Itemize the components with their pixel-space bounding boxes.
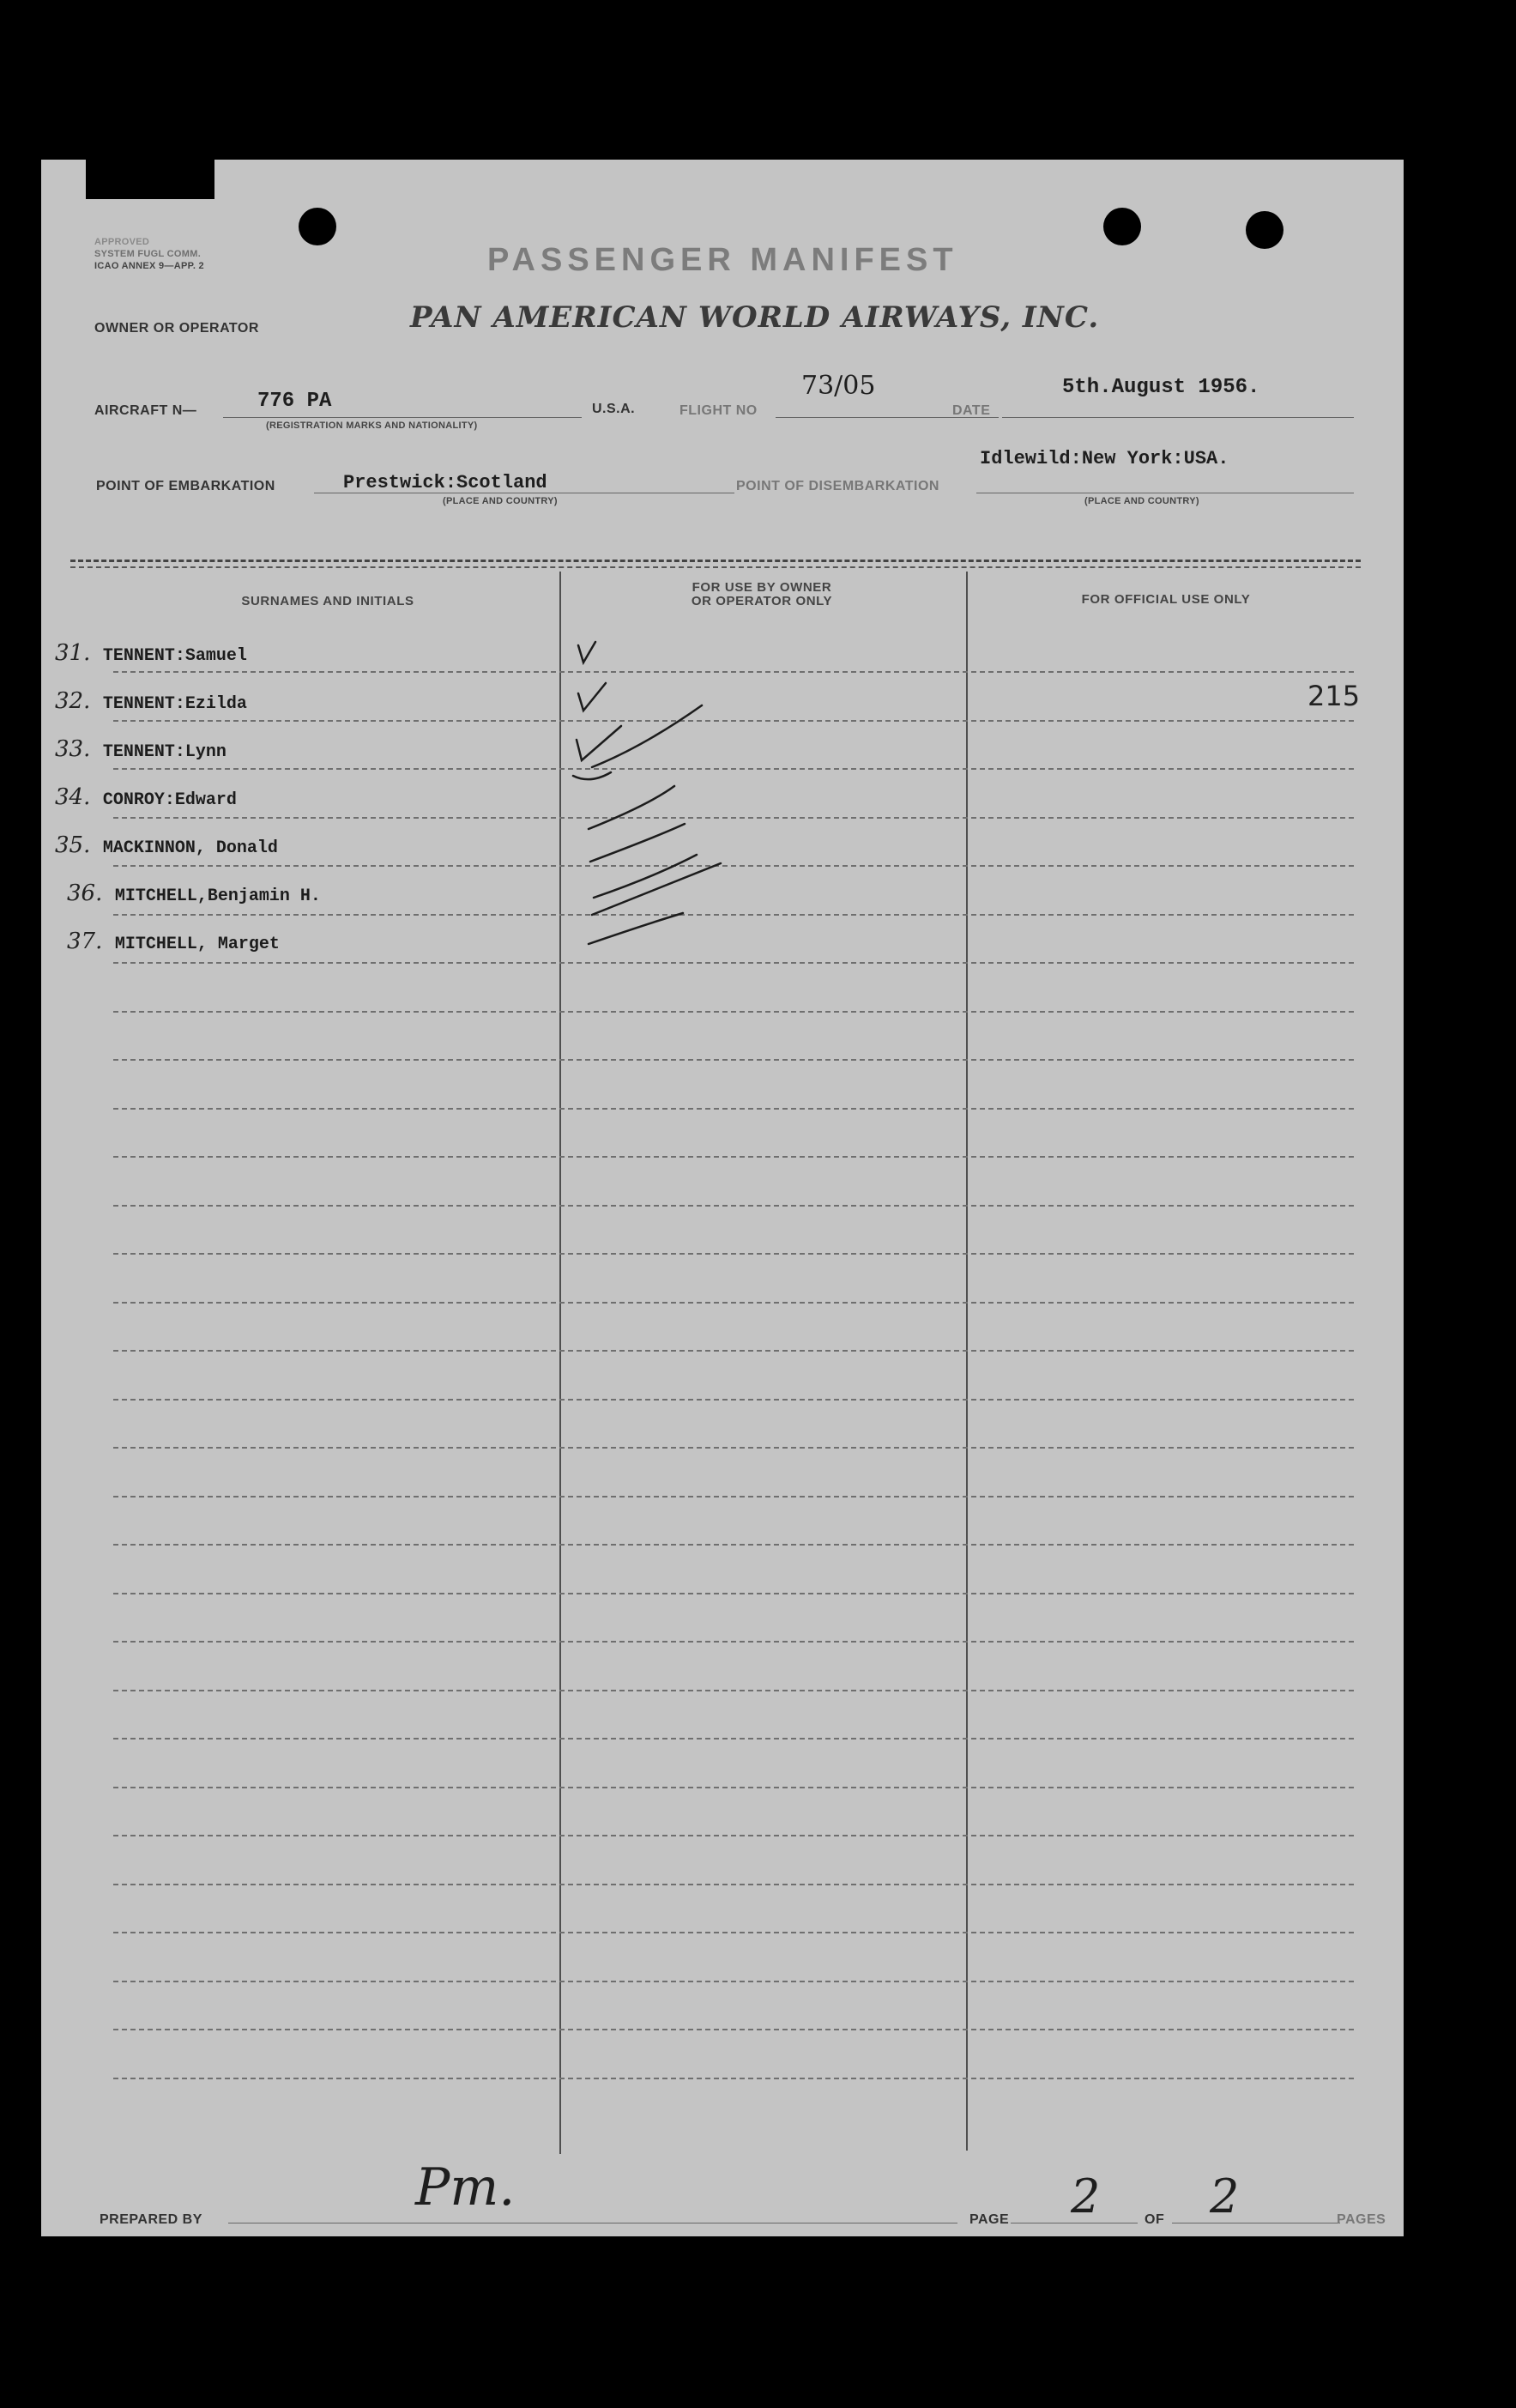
ruled-line xyxy=(113,1544,1354,1546)
column-header-owner-line2: OR OPERATOR ONLY xyxy=(691,594,833,608)
flight-label: FLIGHT NO xyxy=(679,403,758,418)
passenger-name: CONROY:Edward xyxy=(102,790,237,810)
column-header-official: FOR OFFICIAL USE ONLY xyxy=(1081,592,1251,607)
pages-label: PAGES xyxy=(1337,2212,1386,2227)
passenger-name: MACKINNON, Donald xyxy=(102,838,278,858)
list-item xyxy=(55,736,226,762)
punch-hole-left xyxy=(299,208,336,245)
disembark-caption: (PLACE AND COUNTRY) xyxy=(1084,496,1199,506)
ruled-line xyxy=(113,1011,1354,1013)
passenger-name: TENNENT:Lynn xyxy=(102,742,226,762)
check-icon xyxy=(592,863,721,915)
column-divider-2 xyxy=(966,572,968,2151)
ruled-line xyxy=(113,1156,1354,1158)
registration-caption: (REGISTRATION MARKS AND NATIONALITY) xyxy=(266,420,478,431)
check-icon xyxy=(590,824,685,862)
passenger-name: MITCHELL, Marget xyxy=(114,935,280,954)
prepared-signature: Pm. xyxy=(415,2157,516,2217)
embark-value: Prestwick:Scotland xyxy=(343,472,547,493)
embark-label: POINT OF EMBARKATION xyxy=(96,479,275,493)
black-tab xyxy=(86,160,214,199)
ruled-line xyxy=(113,1059,1354,1061)
page-label: PAGE xyxy=(969,2212,1010,2227)
check-icon xyxy=(589,913,683,944)
flight-value: 73/05 xyxy=(801,371,876,401)
approval-line-3: ICAO ANNEX 9—APP. 2 xyxy=(94,261,204,271)
aircraft-label: AIRCRAFT N— xyxy=(94,403,197,418)
ruled-line xyxy=(113,1399,1354,1401)
of-label: OF xyxy=(1145,2212,1165,2227)
passenger-name: TENNENT:Ezilda xyxy=(102,694,247,714)
ruled-line xyxy=(113,1496,1354,1497)
row-number: 31. xyxy=(55,640,91,666)
passenger-name: TENNENT:Samuel xyxy=(102,646,247,666)
disembark-value: Idlewild:New York:USA. xyxy=(980,448,1229,469)
ruled-line xyxy=(113,1253,1354,1255)
check-icon xyxy=(594,855,697,898)
usa-label: U.S.A. xyxy=(592,402,636,416)
ruled-line xyxy=(113,1738,1354,1739)
list-item xyxy=(55,688,247,714)
row-number: 33. xyxy=(55,736,91,762)
table-top-rule-2 xyxy=(70,566,1361,568)
owner-label: OWNER OR OPERATOR xyxy=(94,321,259,336)
approval-line-2: SYSTEM FUGL COMM. xyxy=(94,249,202,259)
page-value: 2 xyxy=(1071,2169,1101,2223)
ruled-line xyxy=(113,1835,1354,1836)
check-icon xyxy=(578,683,606,711)
row-number: 35. xyxy=(55,832,91,858)
prepared-label: PREPARED BY xyxy=(100,2212,202,2227)
ruled-line xyxy=(113,1447,1354,1449)
date-line xyxy=(1002,417,1354,418)
ruled-line xyxy=(113,1350,1354,1352)
ruled-line xyxy=(113,1302,1354,1304)
ruled-line xyxy=(113,2029,1354,2030)
row-number: 37. xyxy=(67,929,103,954)
official-note: 215 xyxy=(1308,680,1361,712)
date-value: 5th.August 1956. xyxy=(1062,376,1260,399)
ruled-line xyxy=(113,1787,1354,1788)
column-header-surnames: SURNAMES AND INITIALS xyxy=(241,594,414,608)
punch-hole-right-2 xyxy=(1246,211,1283,249)
aircraft-value: 776 PA xyxy=(257,390,332,413)
table-top-rule xyxy=(70,560,1361,562)
column-header-owner-line1: FOR USE BY OWNER xyxy=(692,580,832,595)
ruled-line xyxy=(113,1884,1354,1885)
approval-line-1: APPROVED xyxy=(94,237,150,247)
row-number: 32. xyxy=(55,688,91,714)
list-item xyxy=(67,929,280,954)
passenger-name: MITCHELL,Benjamin H. xyxy=(114,886,321,906)
date-label: DATE xyxy=(952,403,991,418)
list-item xyxy=(67,880,321,906)
ruled-line xyxy=(113,1981,1354,1982)
check-icon xyxy=(573,772,611,779)
list-item xyxy=(55,832,278,858)
ruled-line xyxy=(113,2078,1354,2079)
ruled-line xyxy=(113,1641,1354,1643)
row-number: 34. xyxy=(55,784,91,810)
check-marks xyxy=(522,623,813,983)
page-title: PASSENGER MANIFEST xyxy=(487,242,958,278)
check-icon xyxy=(577,726,621,760)
list-item xyxy=(55,640,247,666)
ruled-line xyxy=(113,1690,1354,1691)
disembark-label: POINT OF DISEMBARKATION xyxy=(736,479,939,493)
embark-caption: (PLACE AND COUNTRY) xyxy=(443,496,558,506)
row-number: 36. xyxy=(67,880,103,906)
ruled-line xyxy=(113,1932,1354,1933)
ruled-line xyxy=(113,1108,1354,1110)
ruled-line xyxy=(113,1205,1354,1207)
check-icon xyxy=(578,642,595,663)
list-item xyxy=(55,784,237,810)
owner-value: PAN AMERICAN WORLD AIRWAYS, INC. xyxy=(410,300,1100,335)
check-icon xyxy=(589,786,674,829)
punch-hole-right-1 xyxy=(1103,208,1141,245)
manifest-sheet xyxy=(41,160,1404,2236)
aircraft-line xyxy=(223,417,582,418)
ruled-line xyxy=(113,1593,1354,1594)
of-value: 2 xyxy=(1210,2169,1240,2223)
